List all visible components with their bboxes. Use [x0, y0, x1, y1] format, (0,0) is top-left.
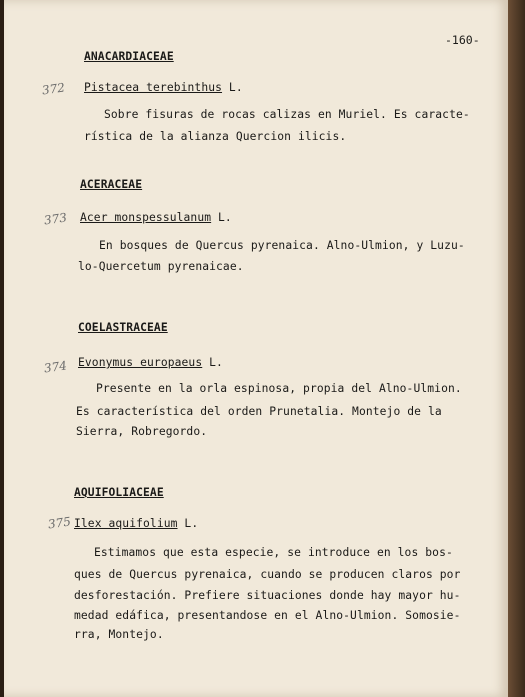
- handwritten-number: 372: [41, 80, 66, 98]
- species-entry: [80, 211, 232, 224]
- species-entry: [78, 356, 223, 369]
- family-heading: AQUIFOLIACEAE: [74, 486, 164, 499]
- description-line: Estimamos que esta especie, se introduce en los bos-: [94, 546, 453, 559]
- species-name: Evonymus europaeus: [78, 356, 203, 369]
- family-heading: COELASTRACEAE: [78, 321, 168, 334]
- description-line: Sierra, Robregordo.: [76, 425, 208, 438]
- species-name: Pistacea terebinthus: [84, 81, 223, 94]
- description-line: ques de Quercus pyrenaica, cuando se producen claros por: [74, 568, 461, 581]
- species-author: L.: [222, 81, 243, 94]
- handwritten-number: 373: [43, 210, 68, 228]
- description-line: lo-Quercetum pyrenaicae.: [78, 260, 244, 273]
- description-line: rística de la alianza Quercion ilicis.: [84, 130, 347, 143]
- description-line: En bosques de Quercus pyrenaica. Alno-Ulmion, y Luzu-: [99, 239, 465, 252]
- description-line: medad edáfica, presentandose en el Alno-Ulmion. Somosie-: [74, 609, 461, 622]
- document-page: [4, 0, 508, 697]
- species-entry: [84, 81, 243, 94]
- species-name: Ilex aquifolium: [74, 517, 178, 530]
- description-line: Es característica del orden Prunetalia. Montejo de la: [76, 405, 442, 418]
- description-line: rra, Montejo.: [74, 628, 164, 641]
- page-edge: [508, 0, 525, 697]
- species-entry: [74, 517, 198, 530]
- handwritten-number: 375: [47, 514, 72, 532]
- species-author: L.: [211, 211, 232, 224]
- description-line: Presente en la orla espinosa, propia del Alno-Ulmion.: [96, 382, 462, 395]
- page-number: -160-: [445, 33, 480, 47]
- handwritten-number: 374: [43, 358, 68, 376]
- description-line: Sobre fisuras de rocas calizas en Muriel. Es caracte-: [104, 108, 470, 121]
- family-heading: ACERACEAE: [80, 178, 143, 191]
- species-name: Acer monspessulanum: [80, 211, 212, 224]
- species-author: L.: [177, 517, 199, 530]
- family-heading: ANACARDIACEAE: [84, 50, 174, 63]
- description-line: desforestación. Prefiere situaciones donde hay mayor hu-: [74, 589, 461, 602]
- species-author: L.: [202, 356, 223, 369]
